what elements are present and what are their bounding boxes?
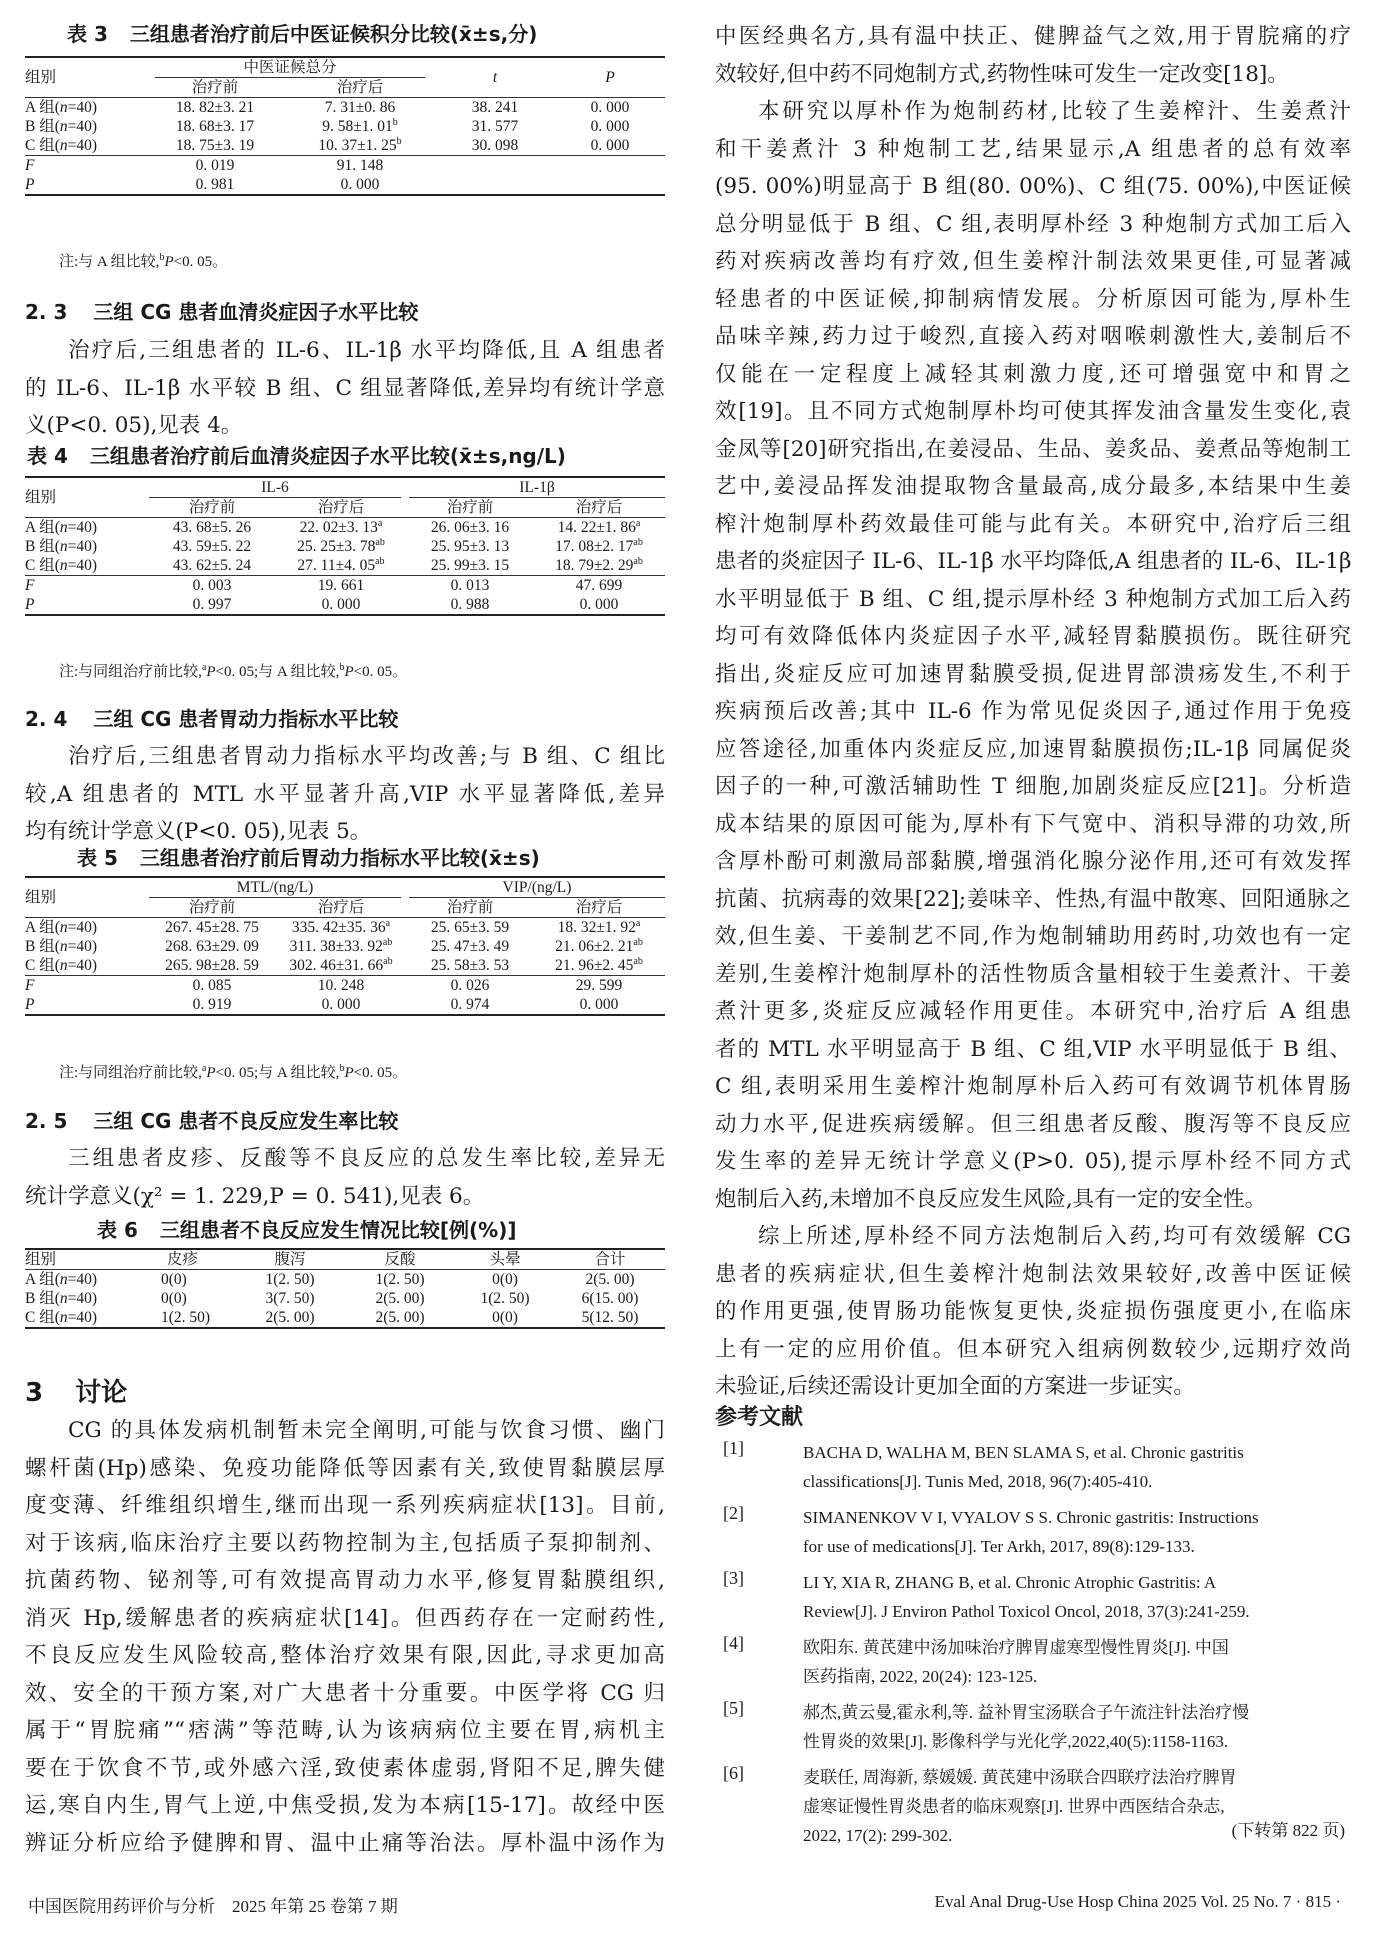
section-title: 三组 CG 患者血清炎症因子水平比较 (93, 300, 419, 324)
table5-header-group: 组别 (25, 877, 149, 918)
table3-header-after: 治疗后 (285, 78, 435, 98)
before-cell: 18. 75±3. 19 (175, 137, 255, 154)
table5-title: 三组患者治疗前后胃动力指标水平比较(x̄±s) (139, 846, 540, 870)
table4-header-before: 治疗前 (149, 498, 275, 518)
section-3-paragraph-2: 本研究以厚朴作为炮制药材,比较了生姜榨汁、生姜煮汁 和干姜煮汁 3 种炮制工艺,结果显示,A 组患者的总有效率 (95. 00%)明显高于 B 组(80. 00%)、C 组(75. 00%),中医证候 总分明显低于 B 组、C 组,表明厚朴经 3 种炮制方式加工后入 药对疾病改善均有疗效,但生姜榨汁制法效果更佳,可显著减 轻患者的中医证候,抑制病情发展。分析原因可能为,厚朴生 品味辛辣,药力过于峻烈,直接入药对咽喉刺激性大,姜制后不 仅能在一定程度上减轻其刺激力度,还可增强宽中和胃之 效[19]。且不同方式炮制厚朴均可使其挥发油含量发生变化,袁 金凤等[20]研究指出,在姜浸品、生品、姜炙品、姜煮品等炮制工 艺中,姜浸品挥发油提取物含量最高,成分最多,本结果中生姜 榨汁炮制厚朴药效最佳可能与此有关。本研究中,治疗后三组 患者的炎症因子 IL-6、IL-1β 水平均降低,A 组患者的 IL-6、IL-1β 水平明显低于 B 组、C 组,提示厚朴经 3 种炮制方式加工后入药 均可有效降低体内炎症因子水平,减轻胃黏膜损伤。既往研究 指出,炎症反应可加速胃黏膜受损,促进胃部溃疡发生,不利于 疾病预后改善;其中 IL-6 作为常见促炎因子,通过作用于免疫 应答途径,加重体内炎症反应,加速胃黏膜损伤;IL-1β 同属促炎 因子的一种,可激活辅助性 T 细胞,加剧炎症反应[21]。分析造 成本结果的原因可能为,厚朴有下气宽中、消积导滞的功效,所 含厚朴酚可刺激局部黏膜,增强消化腺分泌作用,还可有效发挥 抗菌、抗病毒的效果[22];姜味辛、性热,有温中散寒、回阳通脉之 效,但生姜、干姜制艺不同,作为炮制辅助用药时,功效也有一定 差别,生姜榨汁炮制厚朴的活性物质含量相较于生姜煮汁、干姜 煮汁更多,炎症反应减轻作用更佳。本研究中,治疗后 A 组患 者的 MTL 水平明显高于 B 组、C 组,VIP 水平明显低于 B 组、 C 组,表明采用生姜榨汁炮制厚朴后入药可有效调节机体胃肠 动力水平,促进疾病缓解。但三组患者反酸、腹泻等不良反应 发生率的差异无统计学意义(P>0. 05),提示厚朴经不同方式 炮制后入药,未增加不良反应发生风险,具有一定的安全性。 (715, 99, 1351, 1212)
table4-header-group: 组别 (25, 477, 149, 518)
table-row: B 组(n=40) 43. 59±5. 22 25. 25±3. $78^{ab}$ 25. 95±3. 13 17. 08±2. $17^{ab}$ (25, 536, 643, 555)
references-heading: 参考文献 (715, 1405, 804, 1430)
table-row (25, 98, 665, 118)
table3-header-group: 组别 (25, 57, 145, 98)
table-row: B 组(n=40) 268. 63±29. 09 311. 38±33. $92^{ab}$ 25. 47±3. 49 21. 06±2. $21^{ab}$ (25, 936, 643, 955)
t-cell: 38. 241 (471, 99, 519, 116)
table3-header-t: t (435, 57, 555, 98)
table5-f-row: F 0. 085 10. 248 0. 026 29. 599 (25, 976, 665, 996)
reference-item: [4] 欧阳东. 黄芪建中汤加味治疗脾胃虚寒型慢性胃炎[J]. 中国 医药指南, 2022, 20(24): 123-125. (723, 1633, 1229, 1686)
table5-header-after: 治疗后 (275, 898, 407, 918)
section-3-paragraph-3: 综上所述,厚朴经不同方法炮制后入药,均可有效缓解 CG 患者的疾病症状,但生姜榨汁炮制法效果较好,改善中医证候 的作用更强,使胃肠功能恢复更快,炎症损伤强度更小,在临床 上有一定的应用价值。但本研究入组病例数较少,远期疗效尚 未验证,后续还需设计更加全面的方案进一步证实。 (715, 1224, 1351, 1399)
section-2-4-heading (25, 703, 398, 732)
table4-header-after-2: 治疗后 (533, 498, 665, 518)
p-cell: 0. 000 (590, 118, 630, 135)
table4-header-before-2: 治疗前 (407, 498, 533, 518)
p-cell: 0. 000 (590, 137, 630, 154)
section-2-4-paragraph: 治疗后,三组患者胃动力指标水平均改善;与 B 组、C 组比 较,A 组患者的 MTL 水平显著升高,VIP 水平显著降低,差异 均有统计学意义(P<0. 05),见表 5。 (25, 744, 665, 844)
section-title: 三组 CG 患者不良反应发生率比较 (93, 1109, 399, 1133)
reference-item: [6] 麦联任, 周海新, 蔡媛媛. 黄芪建中汤联合四联疗法治疗脾胃 虚寒证慢性胃炎患者的临床观察[J]. 世界中西医结合杂志, 2022, 17(2): 299-302. (723, 1763, 1237, 1845)
section-2-3-paragraph: 治疗后,三组患者的 IL-6、IL-1β 水平均降低,且 A 组患者 的 IL-6、IL-1β 水平较 B 组、C 组显著降低,差异均有统计学意 义(P<0. 05),见表 4。 (25, 338, 665, 438)
table3-header-span: 中医证候总分 (145, 57, 435, 78)
table3-header-before: 治疗前 (145, 78, 285, 98)
f-label: F (25, 156, 145, 176)
table3-note: 注:与 A 组比较,$^b$P<0. 05。 (59, 252, 228, 270)
table5-span1: MTL/(ng/L) (149, 877, 407, 898)
before-cell: 18. 82±3. 21 (175, 99, 255, 116)
section-3-paragraph-left: CG 的具体发病机制暂未完全阐明,可能与饮食习惯、幽门 螺杆菌(Hp)感染、免疫功能降低等因素有关,致使胃黏膜层厚 度变薄、纤维组织增生,继而出现一系列疾病症状[13]。目前, 对于该病,临床治疗主要以药物控制为主,包括质子泵抑制剂、 抗菌药物、铋剂等,可有效提高胃动力水平,修复胃黏膜组织, 消灭 Hp,缓解患者的疾病症状[14]。但西药存在一定耐药性, 不良反应发生风险较高,整体治疗效果有限,因此,寻求更加高 效、安全的干预方案,对广大患者十分重要。中医学将 CG 归 属于“胃脘痛”“痞满”等范畴,认为该病病位主要在胃,病机主 要在于饮食不节,或外感六淫,致使素体虚弱,肾阳不足,脾失健 运,寒自内生,胃气上逆,中焦受损,发为本病[15-17]。故经中医 辨证分析应给予健脾和胃、温中止痛等治法。厚朴温中汤作为 (25, 1418, 665, 1856)
p-after: 0. 000 (285, 175, 435, 195)
table-row: C 组(n=40) 265. 98±28. 59 302. 46±31. $66^{ab}$ 25. 58±3. 53 21. 96±2. $45^{ab}$ (25, 955, 643, 974)
section-number: 2. 5 (25, 1109, 68, 1133)
table5-span2: VIP/(ng/L) (407, 877, 665, 898)
table4 (25, 476, 665, 616)
section-3-heading (25, 1372, 127, 1409)
section-3-paragraph-1-cont: 中医经典名方,具有温中扶正、健脾益气之效,用于胃脘痛的疗 效较好,但中药不同炮制方式,药物性味可发生一定改变[18]。 (715, 24, 1351, 87)
section-number: 2. 3 (25, 300, 68, 324)
table3-p-row (25, 175, 665, 195)
continued-note: (下转第 822 页) (1231, 1821, 1345, 1840)
table3 (25, 56, 665, 196)
table6-header-row: 组别 皮疹 腹泻 反酸 头晕 合计 (25, 1249, 665, 1270)
t-cell: 30. 098 (471, 137, 519, 154)
table4-f-row: F 0. 003 19. 661 0. 013 47. 699 (25, 576, 665, 596)
section-2-5-paragraph: 三组患者皮疹、反酸等不良反应的总发生率比较,差异无 统计学意义(χ² = 1. 229,P = 0. 541),见表 6。 (25, 1146, 665, 1209)
group-cell: A 组(n=40) (25, 99, 98, 116)
after-cell: 7. 31±0. 86 (324, 99, 396, 116)
table3-header-p: P (555, 57, 665, 98)
table6-title: 三组患者不良反应发生情况比较[例(%)] (159, 1218, 517, 1242)
table5-number: 表 5 (77, 846, 118, 870)
table4-span1: IL-6 (149, 477, 407, 498)
reference-item: [1] BACHA D, WALHA M, BEN SLAMA S, et al. Chronic gastritis classifications[J]. Tunis Med, 2018, 96(7):405-410. (723, 1438, 1244, 1491)
section-title: 讨论 (75, 1378, 128, 1408)
p-label: P (25, 175, 145, 195)
table-row: A 组(n=40) 43. 68±5. 26 22. 02±3. 13$^a$ 26. 06±3. 16 14. 22±1. 86$^a$ (25, 517, 641, 536)
table-row: A 组(n=40) 0(0) 1(2. 50) 1(2. 50) 0(0) 2(5. 00) (25, 1271, 635, 1288)
table6-caption (97, 1214, 517, 1243)
before-cell: 18. 68±3. 17 (175, 118, 255, 135)
table5-header-before: 治疗前 (149, 898, 275, 918)
after-cell: 9. 58±1. 01$^b$ (322, 116, 398, 135)
footer-journal-cn: 中国医院用药评价与分析 2025 年第 25 卷第 7 期 (28, 1897, 398, 1916)
table6-number: 表 6 (97, 1218, 138, 1242)
group-cell: B 组(n=40) (25, 118, 98, 135)
p-cell: 0. 000 (590, 99, 630, 116)
table3-f-row (25, 156, 665, 176)
table5-p-row: P 0. 919 0. 000 0. 974 0. 000 (25, 995, 665, 1015)
table3-title: 三组患者治疗前后中医证候积分比较(x̄±s,分) (129, 22, 538, 46)
table4-title: 三组患者治疗前后血清炎症因子水平比较(x̄±s,ng/L) (89, 444, 566, 468)
f-before: 0. 019 (145, 156, 285, 176)
section-number: 3 (25, 1378, 44, 1408)
table3-caption (67, 18, 537, 47)
after-cell: 10. 37±1. 25$^b$ (318, 135, 402, 154)
table-row (25, 117, 665, 136)
t-cell: 31. 577 (471, 118, 519, 135)
p-before: 0. 981 (145, 175, 285, 195)
table-row: C 组(n=40) 1(2. 50) 2(5. 00) 2(5. 00) 0(0) 5(12. 50) (25, 1308, 665, 1328)
group-cell: C 组(n=40) (25, 137, 98, 154)
footer-journal-en: Eval Anal Drug-Use Hosp China 2025 Vol. 25 No. 7 · 815 · (934, 1892, 1341, 1911)
table-row: A 组(n=40) 267. 45±28. 75 335. 42±35. 36$^a$ 25. 65±3. 59 18. 32±1. 92$^a$ (25, 917, 641, 936)
table3-number: 表 3 (67, 22, 108, 46)
table4-p-row: P 0. 997 0. 000 0. 988 0. 000 (25, 595, 665, 615)
table5-note: 注:与同组治疗前比较,$^a$P<0. 05;与 A 组比较,$^b$P<0. 05。 (59, 1063, 408, 1081)
table5-header-after-2: 治疗后 (533, 898, 665, 918)
table6 (25, 1248, 665, 1329)
table4-number: 表 4 (27, 444, 68, 468)
section-2-5-heading (25, 1105, 398, 1134)
reference-item: [3] LI Y, XIA R, ZHANG B, et al. Chronic Atrophic Gastritis: A Review[J]. J Environ Pathol Toxicol Oncol, 2018, 37(3):241-259. (723, 1568, 1250, 1621)
table-row (25, 136, 665, 156)
section-title: 三组 CG 患者胃动力指标水平比较 (93, 707, 399, 731)
table-row: C 组(n=40) 43. 62±5. 24 27. 11±4. $05^{ab}$ 25. 99±3. 15 18. 79±2. $29^{ab}$ (25, 555, 643, 574)
reference-list (715, 1438, 1351, 1850)
reference-item: [2] SIMANENKOV V I, VYALOV S S. Chronic gastritis: Instructions for use of medications[J]. Ter Arkh, 2017, 89(8):129-133. (723, 1503, 1259, 1556)
table3-header-row1 (25, 57, 665, 78)
section-2-3-heading (25, 296, 418, 325)
table4-note: 注:与同组治疗前比较,$^a$P<0. 05;与 A 组比较,$^b$P<0. 05。 (59, 662, 408, 680)
table5-header-before-2: 治疗前 (407, 898, 533, 918)
table4-caption (27, 440, 566, 469)
section-number: 2. 4 (25, 707, 68, 731)
table-row: B 组(n=40) 0(0) 3(7. 50) 2(5. 00) 1(2. 50) 6(15. 00) (25, 1290, 639, 1307)
table5 (25, 876, 665, 1016)
table4-span2: IL-1β (407, 477, 665, 498)
reference-item: [5] 郝杰,黄云曼,霍永利,等. 益补胃宝汤联合子午流注针法治疗慢 性胃炎的效果[J]. 影像科学与光化学,2022,40(5):1158-1163. (723, 1698, 1250, 1751)
f-after: 91. 148 (285, 156, 435, 176)
table4-header-after: 治疗后 (275, 498, 407, 518)
table5-caption (77, 842, 540, 871)
